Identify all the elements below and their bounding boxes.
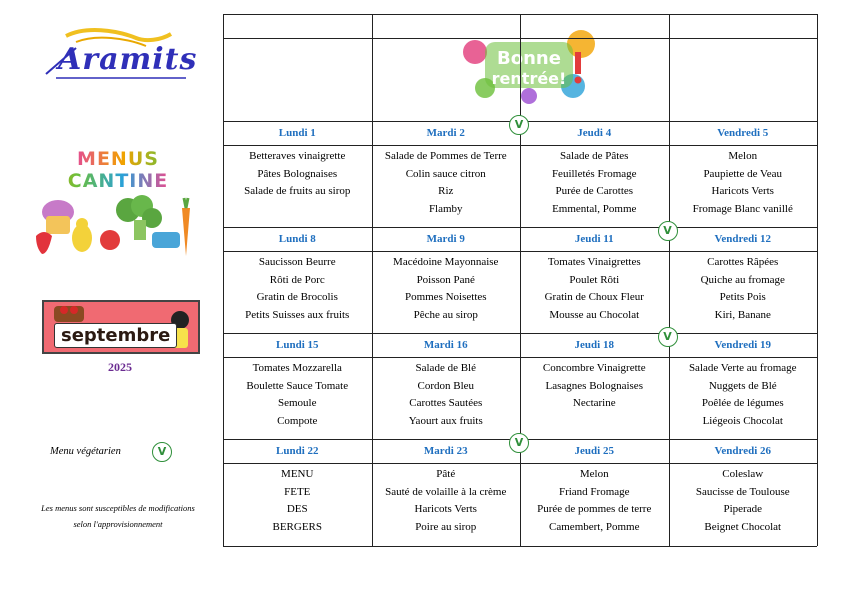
menu-item [520, 413, 669, 431]
menu-item: Coleslaw [722, 468, 764, 480]
menu-item: FETE [284, 485, 311, 498]
menu-item [223, 201, 372, 219]
menu-item: Pêche au sirop [413, 308, 478, 321]
day-header: Jeudi 25 [574, 445, 614, 457]
day-header: Lundi 22 [276, 445, 319, 457]
menu-item: Salade de fruits au sirop [244, 185, 351, 197]
day-header: Mardi 9 [426, 233, 465, 245]
menu-item: Salade Verte au fromage [688, 362, 797, 374]
menu-item: Camembert, Pomme [549, 520, 640, 533]
menu-item: Haricots Verts [711, 185, 774, 197]
day-header: Mardi 23 [423, 445, 468, 457]
day-header: Jeudi 4 [577, 127, 612, 139]
menu-item: Lasagnes Bolognaises [545, 379, 643, 392]
menu-item: Nectarine [572, 397, 616, 409]
menu-item: Salade de Pommes de Terre [384, 150, 507, 162]
menu-item: Emmental, Pomme [552, 202, 637, 215]
menu-item: Sauté de volaille à la crème [385, 485, 507, 498]
menu-item: Betteraves vinaigrette [249, 150, 346, 162]
menu-item: Quiche au fromage [700, 273, 785, 286]
menu-item: Mousse au Chocolat [549, 308, 640, 321]
menu-item: Haricots Verts [414, 503, 477, 515]
month-banner [42, 300, 200, 354]
menu-item: Poisson Pané [416, 273, 475, 286]
menu-item: Poêlée de légumes [701, 397, 784, 409]
menu-item: Cordon Bleu [417, 379, 475, 392]
menu-item: Boulette Sauce Tomate [246, 379, 349, 392]
vegetarian-icon: V [152, 442, 172, 462]
banner-line-2: rentrée! [491, 69, 567, 88]
menu-item: Petits Suisses aux fruits [245, 308, 350, 321]
menu-item: Liégeois Chocolat [702, 414, 783, 427]
menu-item: Pommes Noisettes [404, 291, 487, 303]
vegetarian-icon: V [658, 327, 678, 347]
menu-item: Colin sauce citron [405, 167, 486, 180]
menu-item: Semoule [278, 397, 317, 409]
menu-item: BERGERS [272, 520, 322, 533]
menu-item: Tomates Mozzarella [252, 362, 342, 374]
menu-item: Salade de Blé [415, 362, 476, 374]
disclaimer-line-1: Les menus sont susceptibles de modifications [41, 503, 195, 513]
menu-item: Carottes Sautées [409, 397, 483, 409]
menu-item: Petits Pois [719, 291, 766, 303]
menu-item: Gratin de Choux Fleur [544, 291, 644, 303]
banner-line-1: Bonne [497, 48, 561, 69]
day-header: Lundi 8 [278, 233, 316, 245]
menu-item: Macédoine Mayonnaise [393, 256, 499, 268]
menu-item: Purée de Carottes [555, 185, 634, 197]
menu-item: Purée de pommes de terre [537, 503, 652, 515]
menus-cantine-title [48, 148, 188, 192]
day-header: Jeudi 18 [574, 339, 614, 351]
menu-item: Riz [438, 185, 454, 197]
disclaimer-line-2: selon l'approvisionnement [73, 519, 163, 529]
menu-item: Tomates Vinaigrettes [547, 256, 641, 268]
menu-item: Poulet Rôti [569, 273, 620, 286]
menu-item: Pâté [436, 468, 456, 480]
menu-item: Nuggets de Blé [708, 379, 777, 392]
menu-item: DES [286, 503, 308, 515]
cantine-title-text: MENUS CANTINE [67, 148, 169, 192]
year-label: 2025 [108, 360, 132, 374]
menu-item: Yaourt aux fruits [408, 414, 483, 427]
aramits-logo [36, 28, 196, 84]
vegetarian-legend-label: Menu végétarien [50, 446, 121, 457]
menu-item: Beignet Chocolat [704, 520, 782, 533]
grid-line [223, 546, 817, 547]
menu-item: Flamby [428, 202, 463, 215]
day-header: Lundi 1 [278, 127, 316, 139]
menu-item: Compote [277, 414, 318, 427]
menu-grid [223, 14, 817, 546]
vegetable-illustration [30, 192, 200, 264]
day-header: Vendredi 12 [714, 233, 772, 245]
menu-item: Paupiette de Veau [703, 167, 783, 180]
menu-item: Fromage Blanc vanillé [692, 202, 793, 215]
day-header: Vendredi 26 [714, 445, 772, 457]
menu-item: Carottes Râpées [707, 256, 779, 268]
vegetarian-icon: V [509, 115, 529, 135]
day-header: Lundi 15 [276, 339, 319, 351]
menu-item: Concombre Vinaigrette [542, 362, 646, 374]
logo-text: Aramits [58, 42, 198, 77]
menu-item: Salade de Pâtes [560, 150, 629, 162]
menu-item: Pâtes Bolognaises [257, 167, 338, 180]
menu-item: Feuilletés Fromage [551, 167, 637, 180]
menu-item: Saucisse de Toulouse [695, 485, 790, 498]
day-header: Vendredi 19 [714, 339, 772, 351]
menu-item: Kiri, Banane [714, 308, 771, 321]
menu-item: Poire au sirop [415, 520, 477, 533]
vegetarian-icon: V [658, 221, 678, 241]
bonne-rentree-banner [455, 22, 603, 108]
month-label: septembre [54, 323, 177, 348]
day-header: Vendredi 5 [717, 127, 769, 139]
grid-line [817, 14, 818, 546]
disclaimer [18, 500, 218, 532]
menu-item: Gratin de Brocolis [256, 291, 338, 303]
day-header: Jeudi 11 [574, 233, 614, 245]
menu-item: Melon [728, 150, 758, 162]
day-header: Mardi 2 [426, 127, 465, 139]
menu-item: Piperade [723, 503, 762, 515]
menu-item: Saucisson Beurre [258, 256, 336, 268]
vegetarian-icon: V [509, 433, 529, 453]
menu-item: Friand Fromage [558, 485, 630, 498]
menu-item: Rôti de Porc [269, 273, 325, 286]
menu-item: MENU [281, 468, 314, 480]
menu-item: Melon [579, 468, 609, 480]
day-header: Mardi 16 [423, 339, 468, 351]
